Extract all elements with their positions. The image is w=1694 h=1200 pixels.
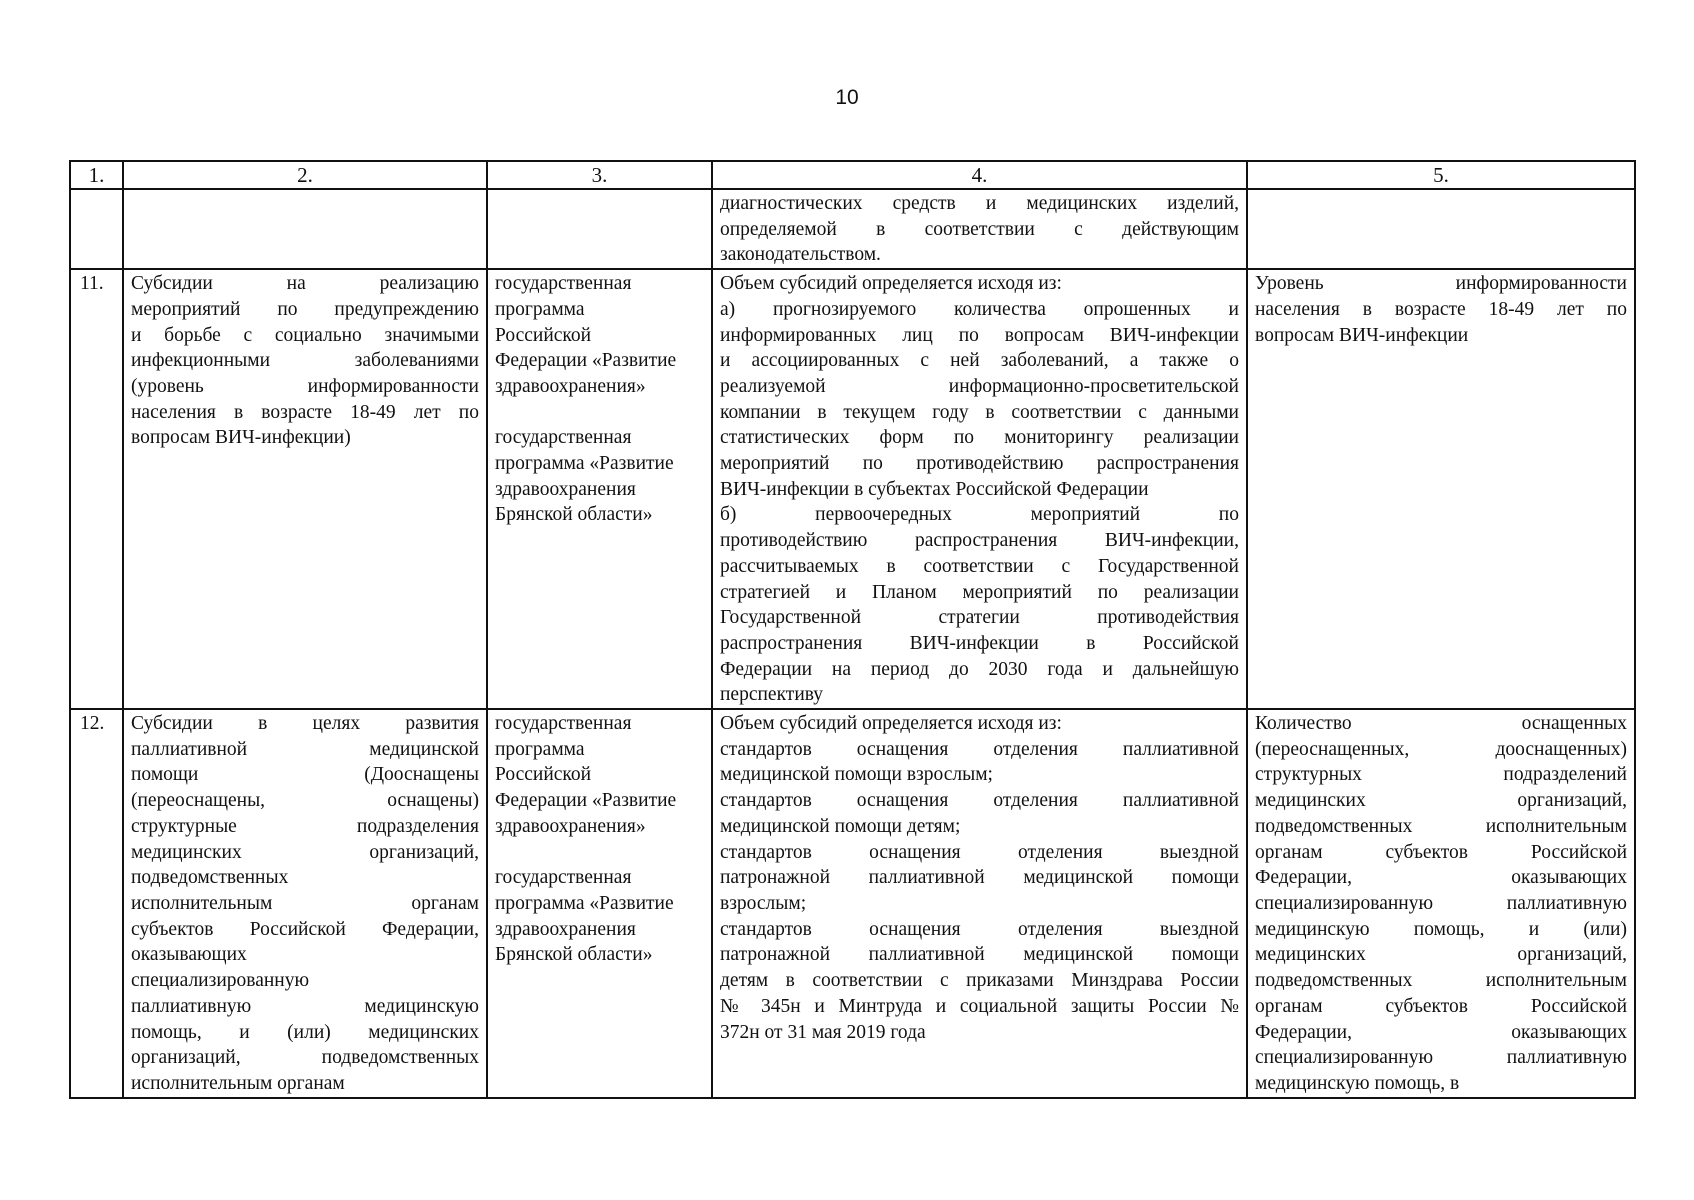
text-line: помощи (Дооснащены — [131, 764, 479, 786]
text-line: законодательством. — [720, 244, 881, 266]
text-line: медицинской помощи детям; — [720, 815, 961, 837]
text-line: медицинскую помощь, в — [1255, 1072, 1460, 1094]
table-row — [70, 709, 1635, 1098]
text-line: Количество оснащенных — [1255, 713, 1627, 735]
program-line: программа «Развитие — [495, 892, 674, 914]
text-line: паллиативную медицинскую — [131, 995, 479, 1017]
text-line: ВИЧ-инфекции в субъектах Российской Федерации — [720, 478, 1149, 500]
text-line: населения в возрасте 18-49 лет по — [1255, 298, 1627, 320]
text-line: (уровень информированности — [131, 375, 479, 397]
text-line: исполнительным органам — [131, 892, 479, 914]
cell-program — [487, 709, 712, 1098]
text-line: статистических форм по мониторингу реализации — [720, 427, 1239, 449]
text-line: медицинских организаций, — [1255, 944, 1627, 966]
text-line: подведомственных исполнительным — [1255, 815, 1627, 837]
cell-subsidy-name — [123, 269, 487, 709]
text-line: (переоснащены, оснащены) — [131, 790, 479, 812]
text-line: стратегией и Планом мероприятий по реализации — [720, 581, 1239, 603]
text-line: Федерации на период до 2030 года и дальнейшую — [720, 658, 1239, 680]
text-line: рассчитываемых в соответствии с Государственной — [720, 555, 1239, 577]
text-line: Субсидии на реализацию — [131, 273, 479, 295]
program-line: Федерации «Развитие — [495, 790, 677, 812]
table-header-row — [70, 161, 1635, 189]
cell-calculation — [712, 269, 1247, 709]
header-col-4: 4. — [712, 161, 1247, 189]
text-line: структурных подразделений — [1255, 764, 1627, 786]
program-line: здравоохранения — [495, 918, 636, 940]
table-row-continuation — [70, 189, 1635, 269]
text-line: специализированную паллиативную — [1255, 1047, 1627, 1069]
row-number: 11. — [70, 269, 123, 709]
cell-calculation — [712, 189, 1247, 269]
text-line: медицинских организаций, — [1255, 790, 1627, 812]
program-line: государственная — [495, 273, 632, 295]
text-line: б) первоочередных мероприятий по — [720, 504, 1239, 526]
cell-indicator — [1247, 709, 1635, 1098]
text-line: стандартов оснащения отделения паллиативной — [720, 738, 1239, 760]
header-col-1: 1. — [70, 161, 123, 189]
text-line: распространения ВИЧ-инфекции в Российской — [720, 632, 1239, 654]
cell-indicator — [1247, 189, 1635, 269]
text-line: и борьбе с социально значимыми — [131, 324, 479, 346]
text-line: детям в соответствии с приказами Минздрава России — [720, 970, 1239, 992]
spacer — [495, 400, 704, 426]
text-line: патронажной паллиативной медицинской помощи — [720, 944, 1239, 966]
text-line: помощь, и (или) медицинских — [131, 1021, 479, 1043]
text-line: информированных лиц по вопросам ВИЧ-инфекции — [720, 324, 1239, 346]
program-line: здравоохранения» — [495, 815, 646, 837]
page-number: 10 — [835, 86, 859, 109]
text-line: специализированную — [131, 970, 310, 992]
text-line: противодействию распространения ВИЧ-инфекции, — [720, 530, 1239, 552]
table-row — [70, 269, 1635, 709]
header-col-5: 5. — [1247, 161, 1635, 189]
text-line: компании в текущем году в соответствии с данными — [720, 401, 1239, 423]
program-line: Брянской области» — [495, 944, 653, 966]
text-line: диагностических средств и медицинских изделий, — [720, 193, 1239, 214]
program-line: Российской — [495, 324, 592, 346]
text-line: оказывающих — [131, 944, 247, 966]
text-line: подведомственных исполнительным — [1255, 970, 1627, 992]
program-line: государственная — [495, 713, 632, 735]
text-line: реализуемой информационно-просветительской — [720, 375, 1239, 397]
text-line: Государственной стратегии противодействия — [720, 607, 1239, 629]
text-line: а) прогнозируемого количества опрошенных и — [720, 298, 1239, 320]
program-line: Брянской области» — [495, 504, 653, 526]
text-line: Федерации, оказывающих — [1255, 867, 1627, 889]
text-line: органам субъектов Российской — [1255, 841, 1627, 863]
text-line: медицинской помощи взрослым; — [720, 764, 993, 786]
program-line: здравоохранения» — [495, 375, 646, 397]
text-line: Субсидии в целях развития — [131, 713, 479, 735]
spacer — [495, 840, 704, 866]
program-line: здравоохранения — [495, 478, 636, 500]
cell-subsidy-name — [123, 189, 487, 269]
header-col-2: 2. — [123, 161, 487, 189]
text-line: инфекционными заболеваниями — [131, 350, 479, 372]
text-line: подведомственных — [131, 867, 289, 889]
text-line: паллиативной медицинской — [131, 738, 479, 760]
text-line: мероприятий по противодействию распространения — [720, 453, 1239, 475]
text-line: Объем субсидий определяется исходя из: — [720, 713, 1062, 735]
text-line: стандартов оснащения отделения паллиативной — [720, 790, 1239, 812]
program-line: государственная — [495, 427, 632, 449]
text-line: вопросам ВИЧ-инфекции) — [131, 427, 351, 449]
text-line: Федерации, оказывающих — [1255, 1021, 1627, 1043]
text-line: 372н от 31 мая 2019 года — [720, 1021, 926, 1043]
cell-indicator — [1247, 269, 1635, 709]
text-line: вопросам ВИЧ-инфекции — [1255, 324, 1469, 346]
text-line: патронажной паллиативной медицинской помощи — [720, 867, 1239, 889]
program-line: Федерации «Развитие — [495, 350, 677, 372]
text-line: исполнительным органам — [131, 1072, 345, 1094]
text-line: Объем субсидий определяется исходя из: — [720, 273, 1062, 295]
text-line: перспективу — [720, 684, 824, 706]
text-line: мероприятий по предупреждению — [131, 298, 479, 320]
text-line: медицинских организаций, — [131, 841, 479, 863]
cell-program — [487, 269, 712, 709]
text-line: (переоснащенных, дооснащенных) — [1255, 738, 1627, 760]
text-line: организаций, подведомственных — [131, 1047, 479, 1069]
program-line: государственная — [495, 867, 632, 889]
cell-subsidy-name — [123, 709, 487, 1098]
header-col-3: 3. — [487, 161, 712, 189]
text-line: № 345н и Минтруда и социальной защиты России № — [720, 995, 1239, 1017]
program-line: программа — [495, 298, 585, 320]
text-line: взрослым; — [720, 892, 807, 914]
row-number: 12. — [70, 709, 123, 1098]
subsidies-table — [69, 160, 1636, 1099]
program-line: программа «Развитие — [495, 453, 674, 475]
text-line: структурные подразделения — [131, 815, 479, 837]
cell-calculation — [712, 709, 1247, 1098]
cell-number — [70, 189, 123, 269]
text-line: субъектов Российской Федерации, — [131, 918, 479, 940]
program-line: Российской — [495, 764, 592, 786]
text-line: органам субъектов Российской — [1255, 995, 1627, 1017]
text-line: и ассоциированных с ней заболеваний, а также о — [720, 350, 1239, 372]
text-line: населения в возрасте 18-49 лет по — [131, 401, 479, 423]
cell-program — [487, 189, 712, 269]
program-line: программа — [495, 738, 585, 760]
text-line: стандартов оснащения отделения выездной — [720, 841, 1239, 863]
text-line: медицинскую помощь, и (или) — [1255, 918, 1627, 940]
text-line: стандартов оснащения отделения выездной — [720, 918, 1239, 940]
text-line: Уровень информированности — [1255, 273, 1627, 295]
text-line: определяемой в соответствии с действующим — [720, 218, 1239, 240]
text-line: специализированную паллиативную — [1255, 892, 1627, 914]
